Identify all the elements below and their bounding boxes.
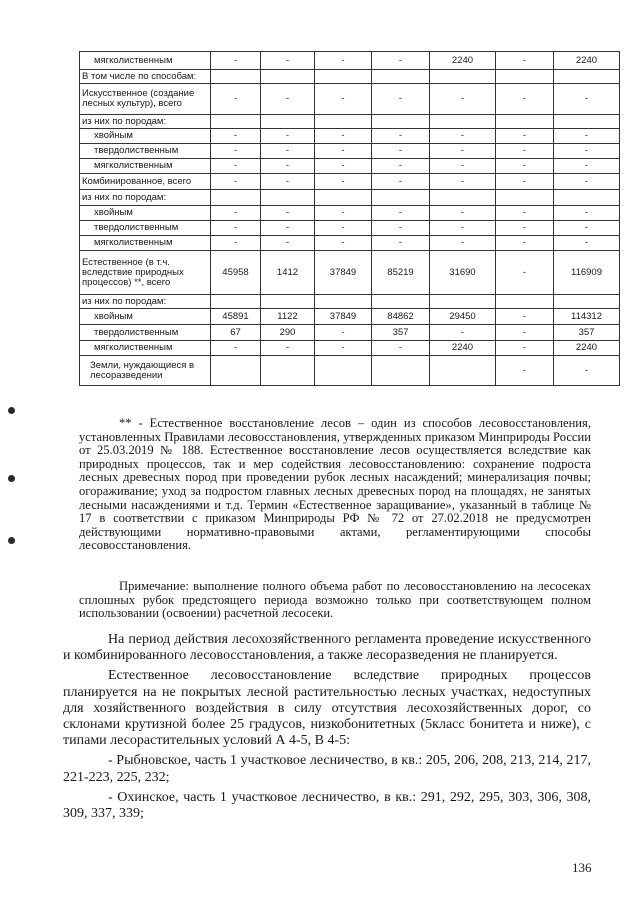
table-cell: - — [554, 159, 620, 174]
table-cell: - — [315, 84, 372, 115]
row-label: хвойным — [80, 206, 211, 221]
table-cell — [372, 295, 430, 309]
table-cell: - — [261, 144, 315, 159]
table-cell — [211, 115, 261, 129]
table-cell: - — [496, 356, 554, 386]
table-cell: - — [430, 174, 496, 190]
table-cell: - — [496, 84, 554, 115]
table-cell: - — [496, 309, 554, 325]
table-cell: - — [261, 174, 315, 190]
table-cell: 29450 — [430, 309, 496, 325]
table-row — [80, 325, 620, 341]
table-cell: 1122 — [261, 309, 315, 325]
reforestation-table — [79, 51, 620, 386]
table-cell: - — [372, 206, 430, 221]
row-label: из них по породам: — [80, 295, 211, 309]
table-cell — [315, 70, 372, 84]
paragraph: Естественное лесовосстановление вследствие природных процессов планируется на не покрытых лесной растительностью лесных участках, недоступных для хозяйственного воздействия в силу отсутствия лесохозяйственных дорог, со склонами крутизной более 25 градусов, низкобонитетных (5класс бонитета и ниже), с типами лесорастительных условий А 4-5, В 4-5: — [63, 668, 591, 749]
table-row — [80, 341, 620, 356]
table-cell: - — [315, 174, 372, 190]
table-row — [80, 129, 620, 144]
table-cell: 37849 — [315, 251, 372, 295]
row-label: из них по породам: — [80, 190, 211, 206]
row-label: мягколиственным — [80, 52, 211, 70]
table-cell: - — [430, 325, 496, 341]
table-row — [80, 236, 620, 251]
table-cell — [554, 295, 620, 309]
table-cell: - — [372, 52, 430, 70]
table-cell: 114312 — [554, 309, 620, 325]
note-text: Примечание: выполнение полного объема работ по лесовосстановлению на лесосеках сплошных рубок предстоящего периода возможно только при соответствующем полном использовании (освоении) расчетной лесосеки. — [79, 579, 591, 621]
table-cell: 2240 — [554, 341, 620, 356]
table-cell: - — [211, 174, 261, 190]
paragraph: - Охинское, часть 1 участковое лесничество, в кв.: 291, 292, 295, 303, 306, 308, 309, 337, 339; — [63, 789, 591, 822]
table-cell: - — [496, 52, 554, 70]
table-cell: - — [372, 159, 430, 174]
table-cell — [496, 190, 554, 206]
row-label: В том числе по способам: — [80, 70, 211, 84]
table-cell — [372, 115, 430, 129]
table-cell: - — [315, 52, 372, 70]
table-cell: - — [261, 341, 315, 356]
table-cell: - — [430, 129, 496, 144]
punch-hole-mark — [8, 407, 15, 414]
row-label: хвойным — [80, 129, 211, 144]
table-cell: - — [496, 206, 554, 221]
table-cell: - — [261, 129, 315, 144]
table-cell — [430, 295, 496, 309]
table-cell: - — [554, 144, 620, 159]
table-cell: - — [261, 221, 315, 236]
table-cell — [372, 356, 430, 386]
table-cell: 31690 — [430, 251, 496, 295]
table-cell: - — [372, 144, 430, 159]
table-cell: - — [315, 236, 372, 251]
table-cell — [430, 70, 496, 84]
footnote-block — [79, 417, 591, 553]
table-row — [80, 251, 620, 295]
table-cell: - — [315, 341, 372, 356]
table-row — [80, 221, 620, 236]
table-row — [80, 115, 620, 129]
table-cell: - — [315, 129, 372, 144]
table-cell — [315, 295, 372, 309]
note-block — [79, 580, 591, 621]
table-cell: - — [430, 221, 496, 236]
table-cell: 116909 — [554, 251, 620, 295]
table-cell: - — [554, 174, 620, 190]
table-cell: - — [211, 341, 261, 356]
table-cell: - — [554, 129, 620, 144]
table-row — [80, 356, 620, 386]
table-cell: - — [496, 144, 554, 159]
table-cell: - — [261, 206, 315, 221]
table-cell: - — [372, 236, 430, 251]
table-cell — [261, 295, 315, 309]
table-cell — [496, 115, 554, 129]
row-label: твердолиственным — [80, 325, 211, 341]
table-cell: - — [315, 144, 372, 159]
table-row — [80, 52, 620, 70]
table-cell — [554, 190, 620, 206]
table-cell: 2240 — [430, 52, 496, 70]
table-cell — [554, 70, 620, 84]
table-cell: - — [372, 221, 430, 236]
table-cell: - — [430, 206, 496, 221]
row-label: твердолиственным — [80, 144, 211, 159]
table-cell: - — [496, 129, 554, 144]
table-cell: - — [554, 84, 620, 115]
table-cell: - — [554, 221, 620, 236]
table-cell — [554, 115, 620, 129]
row-label: мягколиственным — [80, 159, 211, 174]
row-label: из них по породам: — [80, 115, 211, 129]
table-row — [80, 84, 620, 115]
table-cell: - — [496, 341, 554, 356]
table-cell — [496, 295, 554, 309]
punch-hole-mark — [8, 537, 15, 544]
table-cell: - — [496, 236, 554, 251]
paragraph: На период действия лесохозяйственного регламента проведение искусственного и комбинированного лесовосстановления, а также лесоразведения не планируется. — [63, 632, 591, 664]
table-cell: - — [372, 174, 430, 190]
table-cell: - — [261, 159, 315, 174]
table-cell: - — [211, 206, 261, 221]
table-cell — [315, 115, 372, 129]
table-cell: - — [430, 144, 496, 159]
table-cell: 357 — [372, 325, 430, 341]
table-cell — [261, 190, 315, 206]
table-cell: - — [261, 236, 315, 251]
table-cell: - — [211, 52, 261, 70]
table-cell: - — [211, 84, 261, 115]
table-row — [80, 70, 620, 84]
table-cell: - — [496, 325, 554, 341]
page-number: 136 — [572, 860, 592, 875]
table-cell: - — [261, 52, 315, 70]
table-row — [80, 144, 620, 159]
table-cell: - — [372, 84, 430, 115]
table-cell: 45891 — [211, 309, 261, 325]
table-cell: 85219 — [372, 251, 430, 295]
table-row — [80, 174, 620, 190]
table-cell: 67 — [211, 325, 261, 341]
row-label: хвойным — [80, 309, 211, 325]
table-cell — [261, 70, 315, 84]
table-cell: - — [372, 341, 430, 356]
row-label: Комбинированное, всего — [80, 174, 211, 190]
table-cell: - — [315, 206, 372, 221]
table-row — [80, 295, 620, 309]
table-cell — [211, 356, 261, 386]
paragraph: - Рыбновское, часть 1 участковое лесничество, в кв.: 205, 206, 208, 213, 214, 217, 221-223, 225, 232; — [63, 753, 591, 785]
table-cell — [430, 356, 496, 386]
table-cell: 45958 — [211, 251, 261, 295]
table-cell: - — [211, 236, 261, 251]
table-cell: - — [211, 159, 261, 174]
table-cell: - — [315, 221, 372, 236]
table-cell — [211, 70, 261, 84]
row-label: мягколиственным — [80, 341, 211, 356]
table-cell — [211, 190, 261, 206]
table-cell: - — [554, 236, 620, 251]
table-cell: - — [211, 221, 261, 236]
table-cell: - — [554, 356, 620, 386]
table-cell: 2240 — [430, 341, 496, 356]
table-row — [80, 159, 620, 174]
footnote-text: ** - Естественное восстановление лесов – один из способов лесовосстановления, установленных Правилами лесовосстановления, утвержденных приказом Минприроды России от 25.03.2019 № 188. Естественное восстановление лесов осуществляется вследствие как природных процессов, так и мер содействия лесовосстановлению: сохранение подроста лесных древесных пород при проведении рубок лесных насаждений; минерализация почвы; огораживание; уход за подростом главных лесных древесных пород на площадях, не занятых лесными насаждениями и т.д. Термин «Естественное заращивание», указанный в таблице № 17 в соответствии с приказом Минприроды РФ № 72 от 27.02.2018 не предусмотрен действующими нормативно-правовыми актами, регламентирующими способы лесовосстановления. — [79, 416, 591, 553]
table-cell: - — [430, 84, 496, 115]
table-cell: 357 — [554, 325, 620, 341]
main-text — [63, 632, 591, 822]
table-cell — [211, 295, 261, 309]
table-cell — [430, 190, 496, 206]
table-cell: - — [211, 144, 261, 159]
punch-hole-mark — [8, 475, 15, 482]
table-row — [80, 190, 620, 206]
table-row — [80, 206, 620, 221]
table-cell: - — [496, 251, 554, 295]
table-cell: 37849 — [315, 309, 372, 325]
row-label: мягколиственным — [80, 236, 211, 251]
table-cell: - — [496, 159, 554, 174]
table-cell — [261, 115, 315, 129]
table-cell: - — [261, 84, 315, 115]
table-cell — [372, 190, 430, 206]
table-cell — [430, 115, 496, 129]
table-cell: 1412 — [261, 251, 315, 295]
table-cell: - — [430, 236, 496, 251]
row-label: твердолиственным — [80, 221, 211, 236]
table-cell — [372, 70, 430, 84]
table-cell: - — [430, 159, 496, 174]
table-cell: - — [554, 206, 620, 221]
table-cell: 290 — [261, 325, 315, 341]
row-label: Искусственное (создание лесных культур), всего — [80, 84, 211, 115]
table-cell: 84862 — [372, 309, 430, 325]
row-label: Земли, нуждающиеся в лесоразведении — [80, 356, 211, 386]
table-cell: - — [211, 129, 261, 144]
row-label: Естественное (в т.ч. вследствие природных процессов) **, всего — [80, 251, 211, 295]
table-cell: - — [315, 325, 372, 341]
table-cell: - — [496, 174, 554, 190]
table-row — [80, 309, 620, 325]
table-cell: - — [372, 129, 430, 144]
table-cell: - — [496, 221, 554, 236]
table-cell — [315, 190, 372, 206]
table-cell — [315, 356, 372, 386]
table-cell: 2240 — [554, 52, 620, 70]
table-cell: - — [315, 159, 372, 174]
table-cell — [261, 356, 315, 386]
table-cell — [496, 70, 554, 84]
